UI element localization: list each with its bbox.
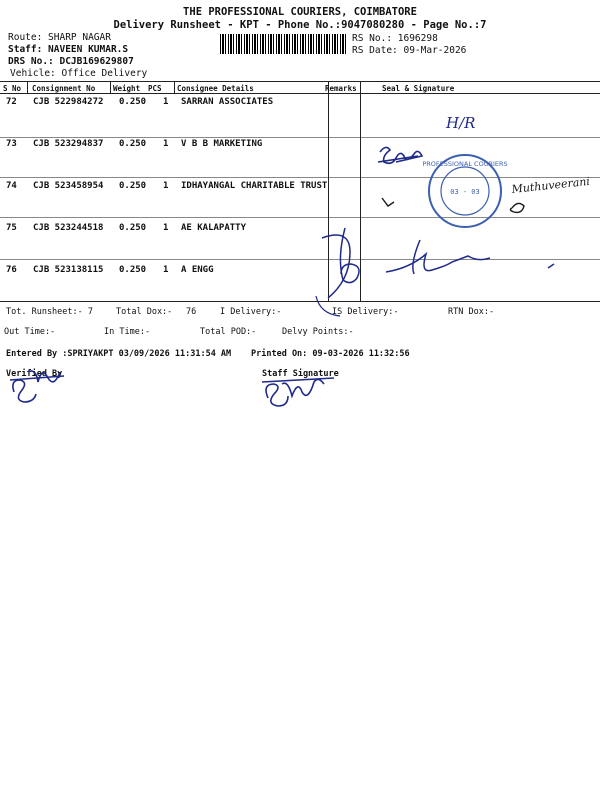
delvy-points: Delvy Points:- <box>282 327 354 337</box>
total-pod: Total POD:- <box>200 327 257 337</box>
printed-on: Printed On: 09-03-2026 11:32:56 <box>251 349 410 359</box>
stamp-date: 03 - 03 <box>450 188 480 196</box>
seal-stamp <box>422 155 507 227</box>
handwritten-mark-row72: H/R <box>446 114 476 132</box>
staff-signature-label: Staff Signature <box>262 369 339 379</box>
col-header-pcs: PCS <box>148 84 162 93</box>
row-pcs: 1 <box>163 265 169 275</box>
row-consignee: AE KALAPATTY <box>181 223 247 233</box>
row-pcs: 1 <box>163 181 169 191</box>
row-consignee: V B B MARKETING <box>181 139 263 149</box>
row-weight: 0.250 <box>119 139 147 149</box>
row-sno: 74 <box>6 181 17 191</box>
row-consignment: CJB 522984272 <box>33 97 104 107</box>
row-consignment: CJB 523244518 <box>33 223 104 233</box>
col-header-weight: Weight <box>113 84 141 93</box>
signature-row75-76 <box>322 228 554 298</box>
handwritten-name-row74: Muthuveerani <box>510 174 591 196</box>
vehicle-label: Vehicle: Office Delivery <box>10 68 148 79</box>
row-consignment: CJB 523138115 <box>33 265 104 275</box>
in-time: In Time:- <box>104 327 151 337</box>
col-header-seal: Seal & Signature <box>382 84 455 93</box>
drs-number: DRS No.: DCJB169629807 <box>8 56 134 67</box>
row-sno: 73 <box>6 139 17 149</box>
col-header-remarks: Remarks <box>325 84 357 93</box>
rtn-dox: RTN Dox:- <box>448 307 495 317</box>
rs-number: RS No.: 1696298 <box>352 33 438 44</box>
row-weight: 0.250 <box>119 181 147 191</box>
col-header-sno: S No <box>3 84 22 93</box>
stamp-text: PROFESSIONAL COURIERS <box>422 160 508 168</box>
total-dox-label: Total Dox:- <box>116 307 173 317</box>
is-delivery: IS Delivery:- <box>332 307 399 317</box>
row-consignee: SARRAN ASSOCIATES <box>181 97 274 107</box>
row-weight: 0.250 <box>119 223 147 233</box>
i-delivery: I Delivery:- <box>220 307 282 317</box>
row-sno: 72 <box>6 97 17 107</box>
route-label: Route: SHARP NAGAR <box>8 32 111 43</box>
row-pcs: 1 <box>163 223 169 233</box>
rs-date: RS Date: 09-Mar-2026 <box>352 45 467 56</box>
row-weight: 0.250 <box>119 97 147 107</box>
entered-by: Entered By :SPRIYAKPT 03/09/2026 11:31:54 AM <box>6 349 232 359</box>
row-weight: 0.250 <box>119 265 147 275</box>
staff-signature-mark <box>262 378 334 406</box>
signature-tail <box>316 296 340 316</box>
row-sno: 76 <box>6 265 17 275</box>
row-sno: 75 <box>6 223 17 233</box>
staff-label: Staff: NAVEEN KUMAR.S <box>8 44 129 55</box>
row-consignment: CJB 523294837 <box>33 139 104 149</box>
signature-row73 <box>378 147 422 163</box>
runsheet-subtitle: Delivery Runsheet - KPT - Phone No.:9047080280 - Page No.:7 <box>113 19 487 31</box>
total-dox-value: 76 <box>186 307 197 317</box>
row-pcs: 1 <box>163 139 169 149</box>
row-pcs: 1 <box>163 97 169 107</box>
verified-by-label: Verified By <box>6 369 63 379</box>
tot-runsheet: Tot. Runsheet:- 7 <box>6 307 93 317</box>
company-title: THE PROFESSIONAL COURIERS, COIMBATORE <box>183 6 417 18</box>
row-consignee: A ENGG <box>181 265 214 275</box>
verified-by-signature <box>10 371 64 402</box>
out-time: Out Time:- <box>4 327 56 337</box>
row-consignee: IDHAYANGAL CHARITABLE TRUST <box>181 181 328 191</box>
col-header-consignment: Consignment No <box>32 84 96 93</box>
col-header-consignee: Consignee Details <box>177 84 254 93</box>
row-consignment: CJB 523458954 <box>33 181 104 191</box>
scribble-row74 <box>382 198 524 212</box>
